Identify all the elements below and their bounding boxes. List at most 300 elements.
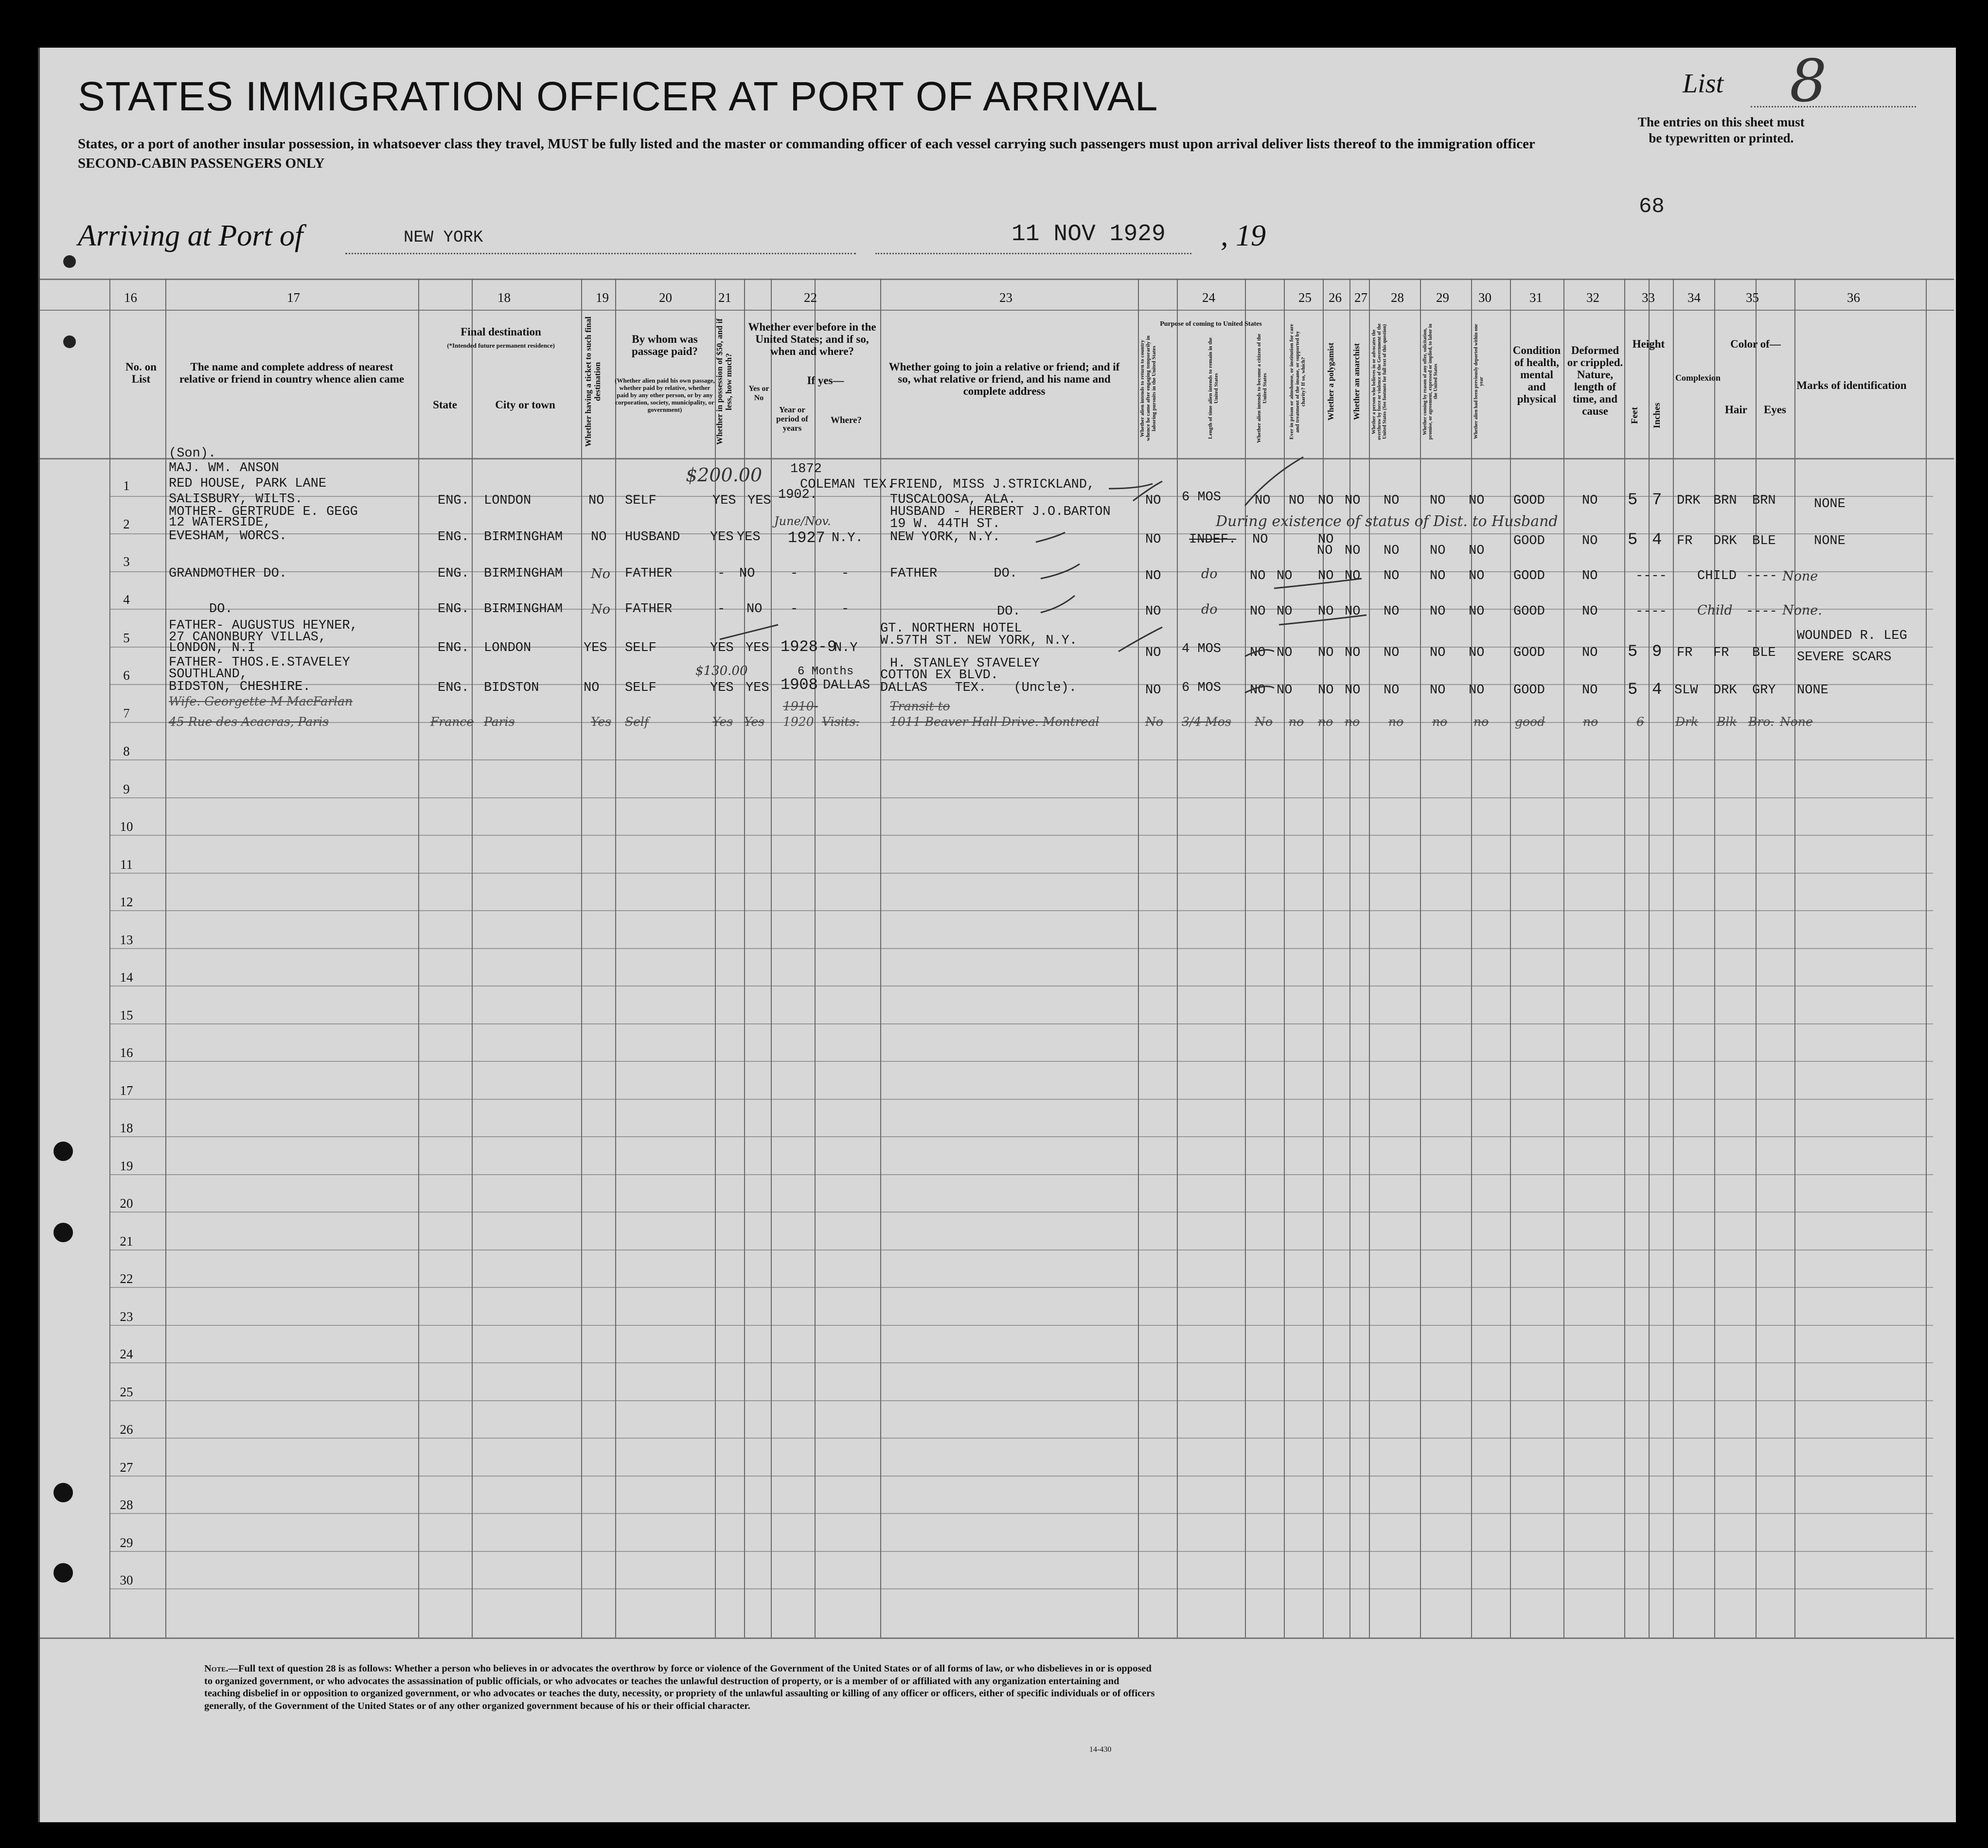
relative-name: GRANDMOTHER DO. bbox=[169, 566, 287, 581]
column-rule bbox=[1756, 279, 1757, 1637]
join-address: DALLAS TEX. (Uncle). bbox=[880, 681, 1077, 695]
row-number: 23 bbox=[120, 1309, 133, 1324]
page-title: STATES IMMIGRATION OFFICER AT PORT OF ARRIVAL bbox=[78, 73, 1158, 119]
relative-address: RED HOUSE, PARK LANE bbox=[169, 476, 327, 491]
hair-color: BRN bbox=[1713, 493, 1737, 508]
intends-citizen: NO bbox=[1250, 569, 1266, 583]
q30: NO bbox=[1469, 646, 1485, 660]
row-rule bbox=[109, 1362, 1933, 1363]
ticket: NO bbox=[591, 530, 607, 545]
binding-notch-icon bbox=[63, 255, 76, 268]
row-number: 18 bbox=[120, 1121, 133, 1135]
row-rule bbox=[109, 1551, 1933, 1552]
colnum-36: 36 bbox=[1847, 290, 1860, 305]
health: GOOD bbox=[1513, 534, 1545, 548]
join-address: 19 W. 44TH ST. bbox=[890, 517, 1000, 531]
period-years: 1928-9 bbox=[781, 638, 837, 656]
hair-color: ---- bbox=[1746, 569, 1777, 583]
ticket: YES bbox=[584, 641, 607, 655]
ticket: NO bbox=[588, 493, 604, 508]
year-label: , 19 bbox=[1221, 219, 1266, 252]
header-no-on-list: No. on List bbox=[125, 361, 157, 385]
height-inches: 4 bbox=[1652, 531, 1662, 549]
header-color-of: Color of— bbox=[1730, 338, 1781, 350]
polygamist: NO bbox=[1318, 646, 1334, 660]
q28: NO bbox=[1384, 646, 1400, 660]
colnum-18: 18 bbox=[497, 290, 511, 305]
row-rule bbox=[109, 1174, 1933, 1175]
header-city: City or town bbox=[495, 399, 555, 411]
intends-return: NO bbox=[1145, 569, 1161, 583]
relative-name: FATHER- AUGUSTUS HEYNER, bbox=[169, 618, 358, 633]
colnum-24: 24 bbox=[1202, 290, 1215, 305]
header-state: State bbox=[433, 399, 457, 411]
header-complexion: Complexion bbox=[1675, 373, 1721, 383]
dest-state: ENG. bbox=[438, 493, 469, 508]
column-rule bbox=[1245, 279, 1246, 1637]
row-rule bbox=[109, 1212, 1933, 1213]
column-rule bbox=[1510, 279, 1511, 1637]
hair-color: DRK bbox=[1713, 683, 1737, 698]
marks: NONE bbox=[1814, 497, 1846, 511]
column-rule bbox=[1138, 279, 1139, 1637]
header-q30: Whether alien had been previously deported within one year bbox=[1473, 324, 1484, 440]
prison: NO bbox=[1318, 532, 1334, 547]
header-inches: Inches bbox=[1652, 403, 1662, 429]
ticket: No bbox=[591, 566, 610, 581]
join-relative: HUSBAND - HERBERT J.O.BARTON bbox=[890, 505, 1111, 519]
q29: NO bbox=[1430, 493, 1446, 508]
list-number: 8 bbox=[1790, 48, 1827, 115]
deformed: NO bbox=[1582, 534, 1598, 548]
colnum-33: 33 bbox=[1642, 290, 1655, 305]
header-height: Height bbox=[1632, 338, 1665, 350]
money-handwritten: $130.00 bbox=[695, 664, 748, 678]
money: - bbox=[717, 602, 726, 616]
period-years: 1927 bbox=[788, 529, 825, 547]
colnum-23: 23 bbox=[999, 290, 1012, 305]
where: - bbox=[841, 566, 850, 581]
dest-city: LONDON bbox=[484, 493, 532, 508]
column-rule bbox=[1471, 279, 1472, 1637]
join-relative: FATHER DO. bbox=[890, 566, 1018, 581]
complexion: Drk bbox=[1675, 715, 1699, 729]
passage-paid: Self bbox=[625, 715, 649, 729]
stay-length: INDEF. bbox=[1189, 532, 1237, 547]
punch-hole-icon bbox=[53, 1223, 73, 1242]
q29: NO bbox=[1430, 646, 1446, 660]
hair-color: DRK bbox=[1713, 534, 1737, 548]
q29: NO bbox=[1430, 604, 1446, 619]
anarchist: NO bbox=[1345, 544, 1361, 558]
intends-return: No bbox=[1145, 715, 1163, 729]
row-rule bbox=[109, 910, 1933, 911]
colnum-30: 30 bbox=[1478, 290, 1491, 305]
join-relative: Transit to bbox=[890, 699, 950, 713]
colnum-17: 17 bbox=[287, 290, 300, 305]
anarchist: NO bbox=[1345, 493, 1361, 508]
sheet-number: 68 bbox=[1639, 194, 1665, 219]
header-purpose-length: Length of time alien intends to remain in the United States bbox=[1207, 337, 1219, 440]
ever-before: YES bbox=[746, 641, 769, 655]
height-feet: ---- bbox=[1635, 604, 1667, 619]
prison: no bbox=[1289, 715, 1304, 729]
stay-length: 6 MOS bbox=[1182, 490, 1222, 505]
port-line bbox=[345, 253, 856, 254]
typewriter-note-line1: The entries on this sheet must bbox=[1638, 115, 1805, 129]
deformed: NO bbox=[1582, 683, 1598, 698]
where: COLEMAN TEX. bbox=[800, 477, 895, 492]
q29: NO bbox=[1430, 544, 1446, 558]
row-number: 3 bbox=[123, 554, 130, 569]
colnum-22: 22 bbox=[804, 290, 817, 305]
header-fifty-dollars: Whether in possession of $50, and if less, how much? bbox=[715, 318, 733, 445]
q30: NO bbox=[1469, 683, 1485, 698]
height-feet: 5 bbox=[1628, 531, 1638, 549]
row-rule bbox=[109, 1400, 1933, 1401]
period-years: 6 Months bbox=[798, 665, 854, 678]
column-rule bbox=[1420, 279, 1421, 1637]
column-rule bbox=[1794, 279, 1795, 1637]
relative-address: 12 WATERSIDE, bbox=[169, 515, 271, 530]
period-years: 1908 bbox=[781, 676, 818, 694]
period-years: - bbox=[790, 566, 799, 581]
header-deformed: Deformed or crippled. Nature, length of time, and cause bbox=[1567, 344, 1623, 417]
money: YES bbox=[710, 641, 734, 655]
q28: no bbox=[1388, 715, 1404, 729]
health: GOOD bbox=[1513, 646, 1545, 660]
marks: NONE bbox=[1814, 534, 1846, 548]
header-ever-in-us: Whether ever before in the United States; and if so, when and where? bbox=[748, 321, 876, 357]
column-rule bbox=[1624, 279, 1625, 1637]
intends-citizen: NO bbox=[1250, 646, 1266, 660]
money: - bbox=[717, 566, 726, 581]
intends-citizen: NO bbox=[1252, 532, 1268, 547]
ever-before: YES bbox=[747, 493, 771, 508]
header-period: Year or period of years bbox=[776, 405, 808, 433]
intends-return: NO bbox=[1145, 646, 1161, 660]
column-rule bbox=[472, 279, 473, 1637]
column-rule bbox=[1369, 279, 1370, 1637]
header-relative-address: The name and complete address of nearest relative or friend in country whence alien came bbox=[179, 361, 405, 385]
height-inches: 4 bbox=[1652, 681, 1662, 699]
typewriter-note-line2: be typewritten or printed. bbox=[1649, 131, 1794, 145]
q28: NO bbox=[1384, 544, 1400, 558]
ever-before: Yes bbox=[744, 715, 764, 729]
join-address: COTTON EX BLVD. bbox=[880, 668, 999, 683]
dest-state: ENG. bbox=[438, 681, 469, 695]
header-yes-or-no: Yes or No bbox=[748, 385, 769, 402]
eye-color: Bro. bbox=[1748, 715, 1774, 729]
dest-state: ENG. bbox=[438, 641, 469, 655]
height-inches: 9 bbox=[1652, 643, 1662, 661]
hair-color: Blk bbox=[1717, 715, 1737, 729]
column-rule bbox=[1673, 279, 1674, 1637]
dest-city: BIRMINGHAM bbox=[484, 530, 563, 545]
ticket: NO bbox=[584, 681, 600, 695]
money-handwritten: $200.00 bbox=[686, 464, 763, 486]
header-passage-paid-note: (Whether alien paid his own passage, whether paid by relative, whether paid by any other person, or by any corporation, society, municipality, or government) bbox=[615, 377, 715, 413]
row-number: 9 bbox=[123, 782, 130, 796]
row-rule bbox=[109, 948, 1933, 949]
form-number: 14-430 bbox=[1089, 1745, 1112, 1754]
complexion: FR bbox=[1677, 646, 1693, 660]
row-number: 6 bbox=[123, 668, 130, 683]
row-number: 12 bbox=[120, 895, 133, 909]
join-address: NEW YORK, N.Y. bbox=[890, 530, 1000, 545]
row-rule bbox=[109, 1099, 1933, 1100]
eye-color: BLE bbox=[1752, 646, 1776, 660]
header-feet: Feet bbox=[1630, 407, 1640, 424]
header-polygamist: Whether a polygamist bbox=[1326, 342, 1335, 421]
row-number: 17 bbox=[120, 1083, 133, 1098]
header-where: Where? bbox=[830, 415, 862, 425]
q30: NO bbox=[1469, 569, 1485, 583]
row-number: 26 bbox=[120, 1422, 133, 1437]
colnum-19: 19 bbox=[596, 290, 609, 305]
eye-color: GRY bbox=[1752, 683, 1776, 698]
prison: NO bbox=[1277, 604, 1293, 619]
header-health: Condition of health, mental and physical bbox=[1512, 344, 1561, 405]
ever-before: YES bbox=[746, 681, 769, 695]
anarchist: NO bbox=[1345, 683, 1361, 698]
table-top-rule bbox=[40, 279, 1954, 280]
relative-address: BIDSTON, CHESHIRE. bbox=[169, 680, 311, 694]
colnum-26: 26 bbox=[1329, 290, 1342, 305]
header-if-yes: If yes— bbox=[807, 374, 844, 387]
dest-city: BIRMINGHAM bbox=[484, 566, 563, 581]
q28: NO bbox=[1384, 683, 1400, 698]
intends-citizen: NO bbox=[1250, 604, 1266, 619]
row-number: 27 bbox=[120, 1460, 133, 1475]
colnum-16: 16 bbox=[124, 290, 137, 305]
money: Yes bbox=[712, 715, 733, 729]
row-rule bbox=[109, 1287, 1933, 1288]
table-bottom-rule bbox=[40, 1637, 1954, 1639]
header-hair: Hair bbox=[1725, 404, 1747, 416]
header-anarchist: Whether an anarchist bbox=[1352, 343, 1361, 421]
column-rule bbox=[1714, 279, 1715, 1637]
period-years: 1910- bbox=[783, 699, 818, 713]
stay-length: 3/4 Mos bbox=[1182, 715, 1231, 729]
column-rule bbox=[1349, 279, 1350, 1637]
join-relative: FRIEND, MISS J.STRICKLAND, bbox=[890, 477, 1095, 492]
footnote-text: Full text of question 28 is as follows: Whether a person who believes in or advocates the overthrow by force or violence of the Government of the United States or of all forms of law, or who disbelieves in or is opposed to organized government, or who advocates the assassination of public officials, or who advocates or teaches the unlawful destruction of property, or is a member of or affiliated with any organization entertaining and teaching disbelief in or opposition to organized government, or who advocates or teaches the duty, necessity, or propriety of the unlawful assaulting or killing of any officer or officers, either of specific individuals or of officers generally, of the Government of the United States or of any other organized government because of his or their official character. bbox=[204, 1663, 1155, 1711]
dest-state: France bbox=[430, 715, 474, 729]
column-rule bbox=[581, 279, 582, 1637]
colnum-27: 27 bbox=[1354, 290, 1367, 305]
column-rule bbox=[1284, 279, 1285, 1637]
column-rule bbox=[1563, 279, 1564, 1637]
ever-before: NO bbox=[739, 566, 755, 581]
colnum-35: 35 bbox=[1746, 290, 1759, 305]
intends-citizen: No bbox=[1255, 715, 1273, 729]
deformed: NO bbox=[1582, 493, 1598, 508]
row-rule bbox=[109, 1438, 1933, 1439]
deformed: no bbox=[1583, 715, 1598, 729]
join-address: TUSCALOOSA, ALA. bbox=[890, 493, 1016, 507]
row-rule bbox=[109, 1513, 1933, 1514]
relative-address: SALISBURY, WILTS. bbox=[169, 492, 303, 507]
row-number: 8 bbox=[123, 744, 130, 758]
health: GOOD bbox=[1513, 493, 1545, 508]
row-number: 21 bbox=[120, 1234, 133, 1249]
prison: NO bbox=[1277, 683, 1293, 698]
intends-citizen: NO bbox=[1255, 493, 1271, 508]
relative-name: MOTHER- GERTRUDE E. GEGG bbox=[169, 505, 358, 519]
where: DALLAS bbox=[823, 678, 870, 693]
manifest-sheet bbox=[38, 48, 1956, 1822]
deformed: NO bbox=[1582, 604, 1598, 619]
row-rule bbox=[109, 797, 1933, 798]
header-bottom-rule bbox=[40, 458, 1954, 459]
period-years: 1920 bbox=[783, 715, 814, 729]
row-number: 30 bbox=[120, 1573, 133, 1587]
deformed: NO bbox=[1582, 646, 1598, 660]
header-purpose: Purpose of coming to United States bbox=[1160, 320, 1262, 328]
relative-name: FATHER- THOS.E.STAVELEY bbox=[169, 655, 350, 670]
passage-paid: HUSBAND bbox=[625, 530, 680, 545]
q28: NO bbox=[1384, 493, 1400, 508]
column-rule bbox=[771, 279, 772, 1637]
money: YES bbox=[710, 530, 734, 545]
row-number: 1 bbox=[123, 478, 130, 493]
q29: NO bbox=[1430, 683, 1446, 698]
footnote bbox=[204, 1663, 1157, 1712]
row-number: 16 bbox=[120, 1045, 133, 1060]
marks: NONE bbox=[1797, 683, 1828, 698]
row-number: 2 bbox=[123, 517, 130, 531]
relative-address: SOUTHLAND, bbox=[169, 667, 248, 682]
period-years: 1902. bbox=[778, 488, 818, 502]
q30: no bbox=[1473, 715, 1489, 729]
row-number: 29 bbox=[120, 1535, 133, 1550]
row-number: 13 bbox=[120, 933, 133, 947]
join-relative: DO. bbox=[997, 604, 1021, 619]
health: GOOD bbox=[1513, 569, 1545, 583]
row-number: 28 bbox=[120, 1497, 133, 1512]
row-number: 20 bbox=[120, 1196, 133, 1211]
stay-length: 4 MOS bbox=[1182, 642, 1222, 656]
where: N.Y. bbox=[832, 531, 863, 546]
column-rule bbox=[109, 279, 110, 1637]
intends-citizen: NO bbox=[1250, 683, 1266, 698]
list-label: List bbox=[1683, 69, 1724, 99]
row-rule bbox=[109, 835, 1933, 836]
height-inches: 7 bbox=[1652, 491, 1662, 510]
passage-paid: SELF bbox=[625, 681, 657, 695]
header-marks: Marks of identification bbox=[1796, 379, 1907, 391]
passage-paid: FATHER bbox=[625, 566, 673, 581]
money: YES bbox=[710, 681, 734, 695]
ticket: Yes bbox=[591, 715, 611, 729]
header-prison: Ever in prison or almshouse, or institution for care and treatment of the insane, or supported by charity? If so, which? bbox=[1289, 324, 1306, 440]
colnum-31: 31 bbox=[1529, 290, 1543, 305]
column-rule bbox=[1649, 279, 1650, 1637]
height-feet: 6 bbox=[1636, 715, 1644, 729]
passage-paid: SELF bbox=[625, 493, 657, 508]
dest-city: BIRMINGHAM bbox=[484, 602, 563, 616]
intends-return: NO bbox=[1145, 683, 1161, 698]
row-rule bbox=[109, 1136, 1933, 1137]
port-name: NEW YORK bbox=[404, 229, 483, 247]
colnum-29: 29 bbox=[1436, 290, 1449, 305]
period-years: June/Nov. bbox=[774, 514, 831, 528]
q30: NO bbox=[1469, 544, 1485, 558]
height-feet: 5 bbox=[1628, 643, 1638, 661]
q29: no bbox=[1432, 715, 1448, 729]
relative-name: MAJ. WM. ANSON bbox=[169, 461, 279, 475]
hair-color: FR bbox=[1713, 646, 1729, 660]
polygamist: NO bbox=[1318, 683, 1334, 698]
column-rule bbox=[1323, 279, 1324, 1637]
binding-notch-icon bbox=[63, 335, 76, 348]
anarchist: NO bbox=[1345, 569, 1361, 583]
join-relative: GT. NORTHERN HOTEL bbox=[880, 621, 1022, 636]
polygamist: NO bbox=[1318, 569, 1334, 583]
relative-name: DO. bbox=[209, 602, 233, 616]
list-number-line bbox=[1751, 106, 1916, 107]
dest-state: ENG. bbox=[438, 530, 469, 545]
dest-city: BIDSTON bbox=[484, 681, 539, 695]
passage-paid: FATHER bbox=[625, 602, 673, 616]
header-q29: Whether coming by reason of any offer, solicitation, promise, or agreement, expressed or implied, to labor in the United States bbox=[1422, 323, 1438, 440]
q30: NO bbox=[1469, 493, 1485, 508]
dest-city: LONDON bbox=[484, 641, 532, 655]
dest-state: ENG. bbox=[438, 566, 469, 581]
row-rule bbox=[109, 759, 1933, 760]
header-purpose-return: Whether alien intends to return to country whence he came after engaging temporarily in laboring pursuits in the United States bbox=[1139, 335, 1157, 441]
ever-before: YES bbox=[737, 530, 761, 545]
complexion: CHILD bbox=[1697, 569, 1737, 583]
dest-city: Paris bbox=[484, 715, 515, 729]
stay-length-handwritten: During existence of status of Dist. to Husband bbox=[1216, 513, 1558, 530]
q29: NO bbox=[1430, 569, 1446, 583]
subtitle-instructions: States, or a port of another insular possession, in whatsoever class they travel, MUST be fully listed and the master or commanding officer of each vessel carrying such passengers must upon arrival deliver lists thereof to the immigration officer bbox=[78, 136, 1535, 152]
period-years: - bbox=[790, 602, 799, 616]
typewriter-note bbox=[1638, 114, 1805, 146]
colnum-rule bbox=[40, 310, 1954, 311]
relative-address: EVESHAM, WORCS. bbox=[169, 529, 287, 544]
marks: WOUNDED R. LEG bbox=[1797, 629, 1907, 643]
complexion: Child bbox=[1697, 603, 1733, 618]
header-purpose-citizen: Whether alien intends to become a citizen of the United States bbox=[1256, 334, 1268, 443]
complexion: SLW bbox=[1674, 683, 1698, 698]
header-ticket: Whether having a ticket to such final destination bbox=[584, 317, 602, 447]
relative-address: LONDON, N.I bbox=[169, 641, 256, 655]
header-join-relative: Whether going to join a relative or friend; and if so, what relative or friend, and his name and complete address bbox=[888, 361, 1120, 397]
polygamist: NO bbox=[1318, 604, 1334, 619]
height-feet: ---- bbox=[1635, 569, 1667, 583]
colnum-21: 21 bbox=[718, 290, 731, 305]
row-number: 11 bbox=[120, 857, 133, 872]
row-rule bbox=[109, 1325, 1933, 1326]
health: good bbox=[1515, 715, 1545, 729]
row-number: 15 bbox=[120, 1008, 133, 1022]
complexion: DRK bbox=[1677, 493, 1701, 508]
intends-return: NO bbox=[1145, 604, 1161, 619]
dest-state: ENG. bbox=[438, 602, 469, 616]
money: YES bbox=[712, 493, 736, 508]
anarchist: NO bbox=[1345, 604, 1361, 619]
q28: NO bbox=[1384, 604, 1400, 619]
date-line bbox=[875, 253, 1191, 254]
height-feet: 5 bbox=[1628, 681, 1638, 699]
where: N.Y bbox=[834, 641, 858, 655]
row-number: 4 bbox=[123, 592, 130, 607]
column-rule bbox=[1926, 279, 1927, 1637]
relative-address: 45 Rue des Acacras, Paris bbox=[169, 715, 329, 729]
